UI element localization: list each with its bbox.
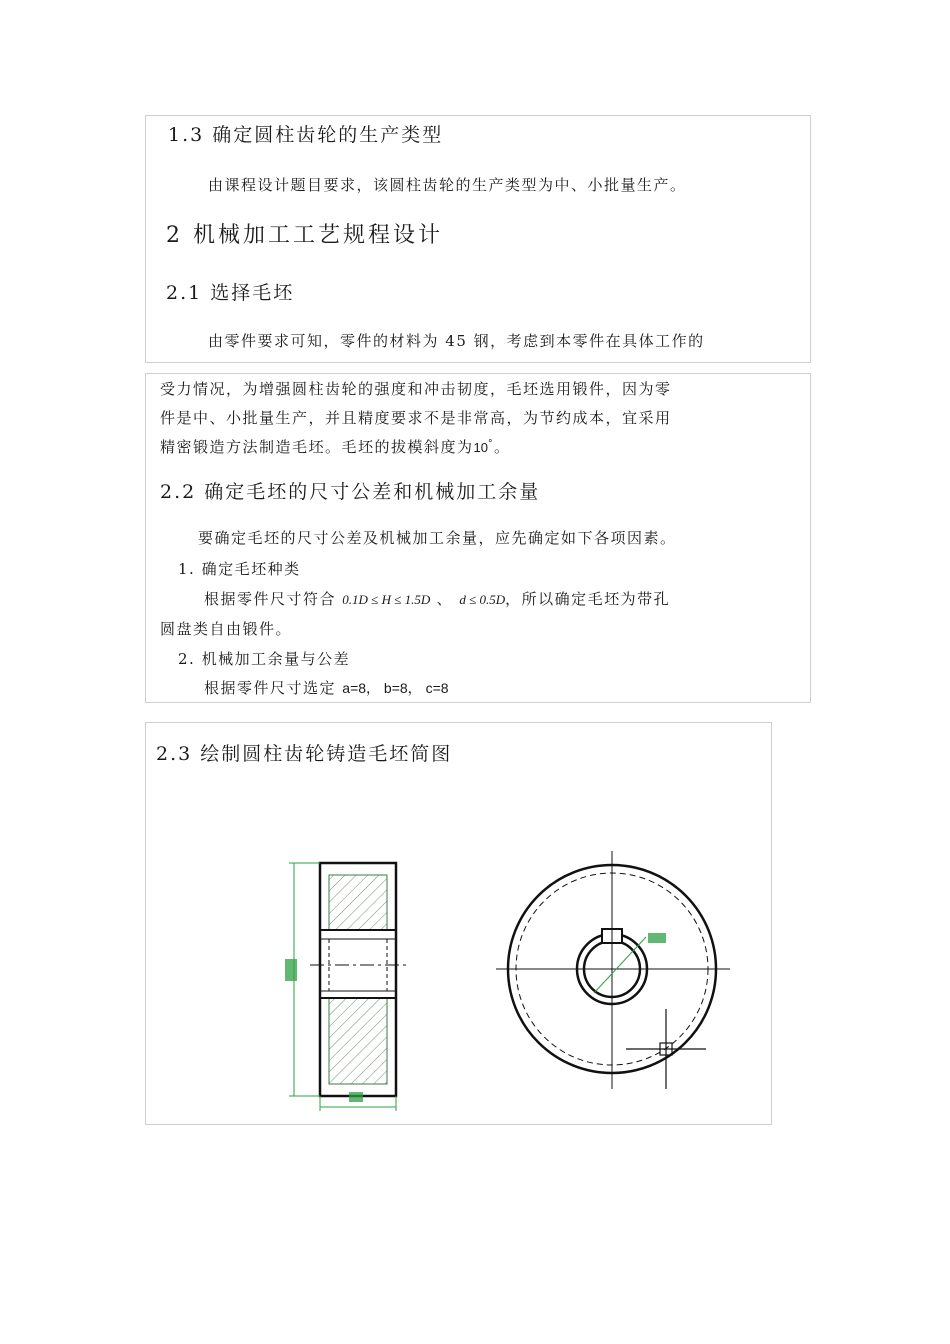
front-view [496, 851, 730, 1089]
item-1-title: 1. 确定毛坯种类 [178, 560, 301, 578]
section-2-3-heading: 2.3 绘制圆柱齿轮铸造毛坯简图 [156, 743, 453, 765]
upper-hatch-section [329, 875, 387, 930]
bore-diameter-leader [594, 937, 646, 993]
bore-diameter-label [648, 933, 666, 943]
section-1-3-heading: 1.3 确定圆柱齿轮的生产类型 [168, 124, 444, 146]
item-1-text-b: ，所以确定毛坯为带孔 [505, 590, 671, 608]
draft-angle-value: 10 [473, 440, 488, 455]
width-dimension-label [349, 1092, 363, 1102]
blank-drawing [146, 723, 771, 1124]
section-2-1-paragraph-line-2: 受力情况，为增强圆柱齿轮的强度和冲击韧度，毛坯选用锻件，因为零 [160, 380, 672, 398]
item-2-title: 2. 机械加工余量与公差 [178, 650, 351, 668]
item-2-text-a: 根据零件尺寸选定 [204, 679, 337, 697]
page-panel-3 [145, 722, 772, 1125]
item-1-text [204, 588, 670, 609]
draft-angle-degree: ° [487, 439, 494, 449]
section-2-1-paragraph-line-3: 件是中、小批量生产，并且精度要求不是非常高，为节约成本，宜采用 [160, 409, 672, 427]
item-1-line-2: 圆盘类自由锻件。 [160, 620, 293, 638]
section-2-heading: 2 机械加工工艺规程设计 [166, 223, 443, 248]
item-1-separator: 、 [436, 590, 454, 608]
side-section-view [285, 863, 408, 1111]
draft-angle-end: 。 [493, 438, 511, 456]
section-2-1-paragraph-line-4 [160, 436, 511, 457]
page-panel-1 [145, 115, 811, 363]
item-1-formula-2: d ≤ 0.5D [459, 592, 506, 607]
lower-hatch-section [329, 998, 387, 1084]
item-1-text-a: 根据零件尺寸符合 [204, 590, 337, 608]
section-2-2-intro: 要确定毛坯的尺寸公差及机械加工余量，应先确定如下各项因素。 [198, 529, 677, 547]
section-2-1-paragraph-line-1: 由零件要求可知，零件的材料为 45 钢，考虑到本零件在具体工作的 [208, 332, 705, 350]
item-2-values: a=8， b=8， c=8 [342, 680, 449, 696]
draft-angle-text: 精密锻造方法制造毛坯。毛坯的拔模斜度为 [160, 438, 474, 456]
item-1-formula-1: 0.1D ≤ H ≤ 1.5D [342, 592, 431, 607]
height-dimension-label [285, 959, 297, 981]
section-1-3-paragraph: 由课程设计题目要求，该圆柱齿轮的生产类型为中、小批量生产。 [208, 176, 687, 194]
section-2-2-heading: 2.2 确定毛坯的尺寸公差和机械加工余量 [160, 481, 541, 503]
section-2-1-heading: 2.1 选择毛坯 [166, 282, 295, 304]
page-panel-2 [145, 373, 811, 703]
item-2-text [204, 677, 449, 698]
